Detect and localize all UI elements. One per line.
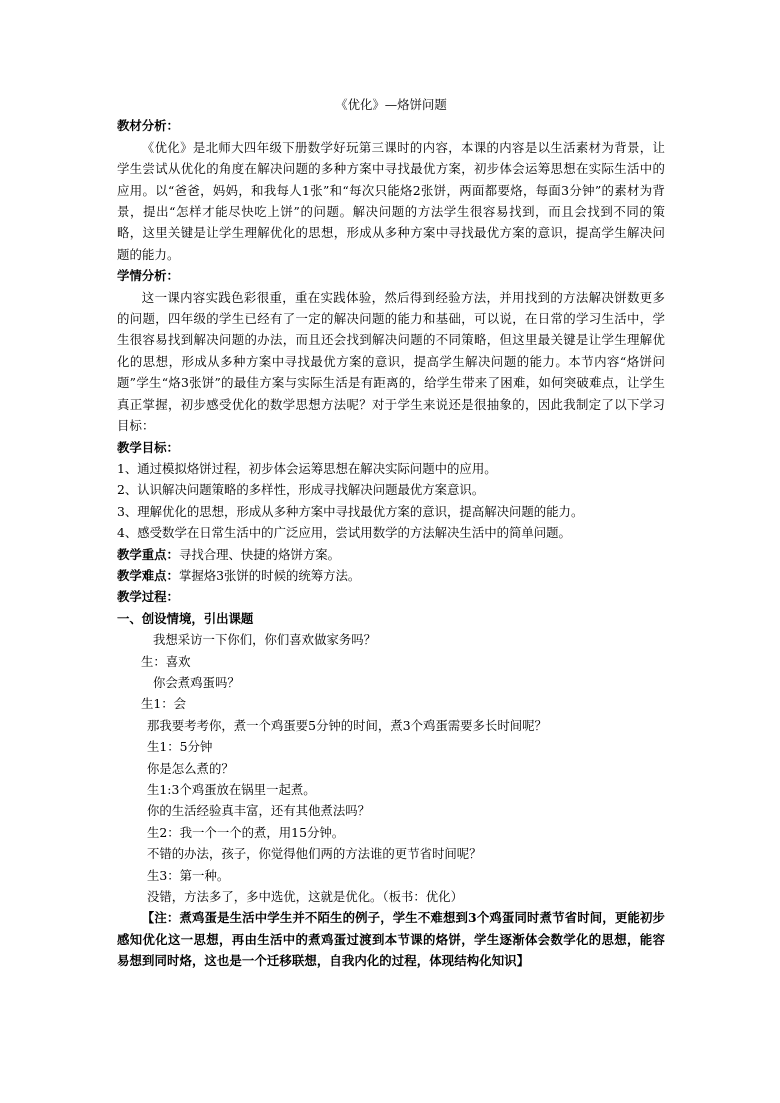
teaching-goals-heading: 教学目标： [117, 439, 179, 455]
goal-item: 4、感受数学在日常生活中的广泛应用，尝试用数学的方法解决生活中的简单问题。 [117, 525, 571, 541]
teaching-key-text: 寻找合理、快捷的烙饼方案。 [178, 546, 341, 562]
teaching-difficulty [117, 565, 665, 586]
dialogue-line: 不错的办法，孩子，你觉得他们两的方法谁的更节省时间呢？ [147, 846, 482, 862]
goal-item: 3、理解优化的思想，形成从多种方案中寻找最优方案的意识，提高解决问题的能力。 [117, 503, 584, 519]
material-analysis-text: 《优化》是北师大四年级下册数学好玩第三课时的内容，本课的内容是以生活素材为背景，让学生尝试从优化的角度在解决问题的多种方案中寻找最优方案，初步体会运筹思想在实际生活中的应用。以“爸爸，妈妈，和我每人1张”和“每次只能烙2张饼，两面都要烙，每面3分钟”的素材为背景，提出“怎样才能尽快吃上饼”的问题。解决问题的方法学生很容易找到，而且会找到不同的策略，这里关键是让学生理解优化的思想，形成从多种方案中寻找最优方案的意识，提高学生解决问题的能力。 [117, 139, 665, 262]
student-analysis-heading: 学情分析： [117, 268, 179, 284]
part1-heading: 一、创设情境，引出课题 [117, 610, 254, 626]
goal-item: 1、通过模拟烙饼过程，初步体会运筹思想在解决实际问题中的应用。 [117, 460, 497, 476]
dialogue-line: 生1:3个鸡蛋放在锅里一起煮。 [147, 782, 316, 797]
dialogue-line: 那我要考考你，煮一个鸡蛋要5分钟的时间，煮3个鸡蛋需要多长时间呢？ [147, 717, 547, 733]
dialogue-line: 生：喜欢 [141, 653, 191, 669]
dialogue-line: 我想采访一下你们，你们喜欢做家务吗？ [153, 632, 377, 648]
dialogue-line: 你会煮鸡蛋吗？ [153, 674, 240, 690]
document-content [117, 94, 665, 972]
dialogue-line: 没错，方法多了，多中选优，这就是优化。（板书：优化） [147, 889, 463, 905]
student-analysis-text: 这一课内容实践色彩很重，重在实践体验，然后得到经验方法，并用找到的方法解决饼数更多的问题，四年级的学生已经有了一定的解决问题的能力和基础，可以说，在日常的学习生活中，学生很容易找到解决问题的办法，而且还会找到解决问题的不同策略，但这里最关键是让学生理解优化的思想，形成从多种方案中寻找最优方案的意识，提高学生解决问题的能力。本节内容“烙饼问题”学生“烙3张饼”的最佳方案与实际生活是有距离的，给学生带来了困难，如何突破难点，让学生真正掌握，初步感受优化的数学思想方法呢？对于学生来说还是很抽象的，因此我制定了以下学习目标： [117, 289, 665, 434]
document-title: 《优化》—烙饼问题 [335, 97, 447, 112]
dialogue-line: 生1：会 [141, 696, 187, 712]
goal-item: 2、认识解决问题策略的多样性，形成寻找解决问题最优方案意识。 [117, 482, 485, 498]
material-analysis-heading: 教材分析： [117, 118, 179, 134]
teaching-difficulty-text: 掌握烙3张饼的时候的统筹方法。 [178, 567, 361, 583]
teaching-difficulty-label: 教学难点： [117, 567, 179, 583]
teaching-note: 【注：煮鸡蛋是生活中学生并不陌生的例子，学生不难想到3个鸡蛋同时煮节省时间，更能初步感知优化这一思想，再由生活中的煮鸡蛋过渡到本节课的烙饼，学生逐渐体会数学化的思想，能容易想到同时烙，这也是一个迁移联想，自我内化的过程，体现结构化知识】 [117, 910, 665, 969]
dialogue-line: 生3：第一种。 [147, 867, 230, 883]
teaching-process-heading: 教学过程： [117, 589, 179, 605]
teaching-key-point [117, 544, 665, 565]
dialogue-line: 生2：我一个一个的煮，用15分钟。 [147, 824, 345, 840]
dialogue-line: 你是怎么煮的？ [147, 760, 234, 776]
dialogue-line: 你的生活经验真丰富，还有其他煮法吗？ [147, 803, 371, 819]
dialogue-line: 生1：5分钟 [147, 739, 213, 755]
teaching-key-label: 教学重点： [117, 546, 179, 562]
